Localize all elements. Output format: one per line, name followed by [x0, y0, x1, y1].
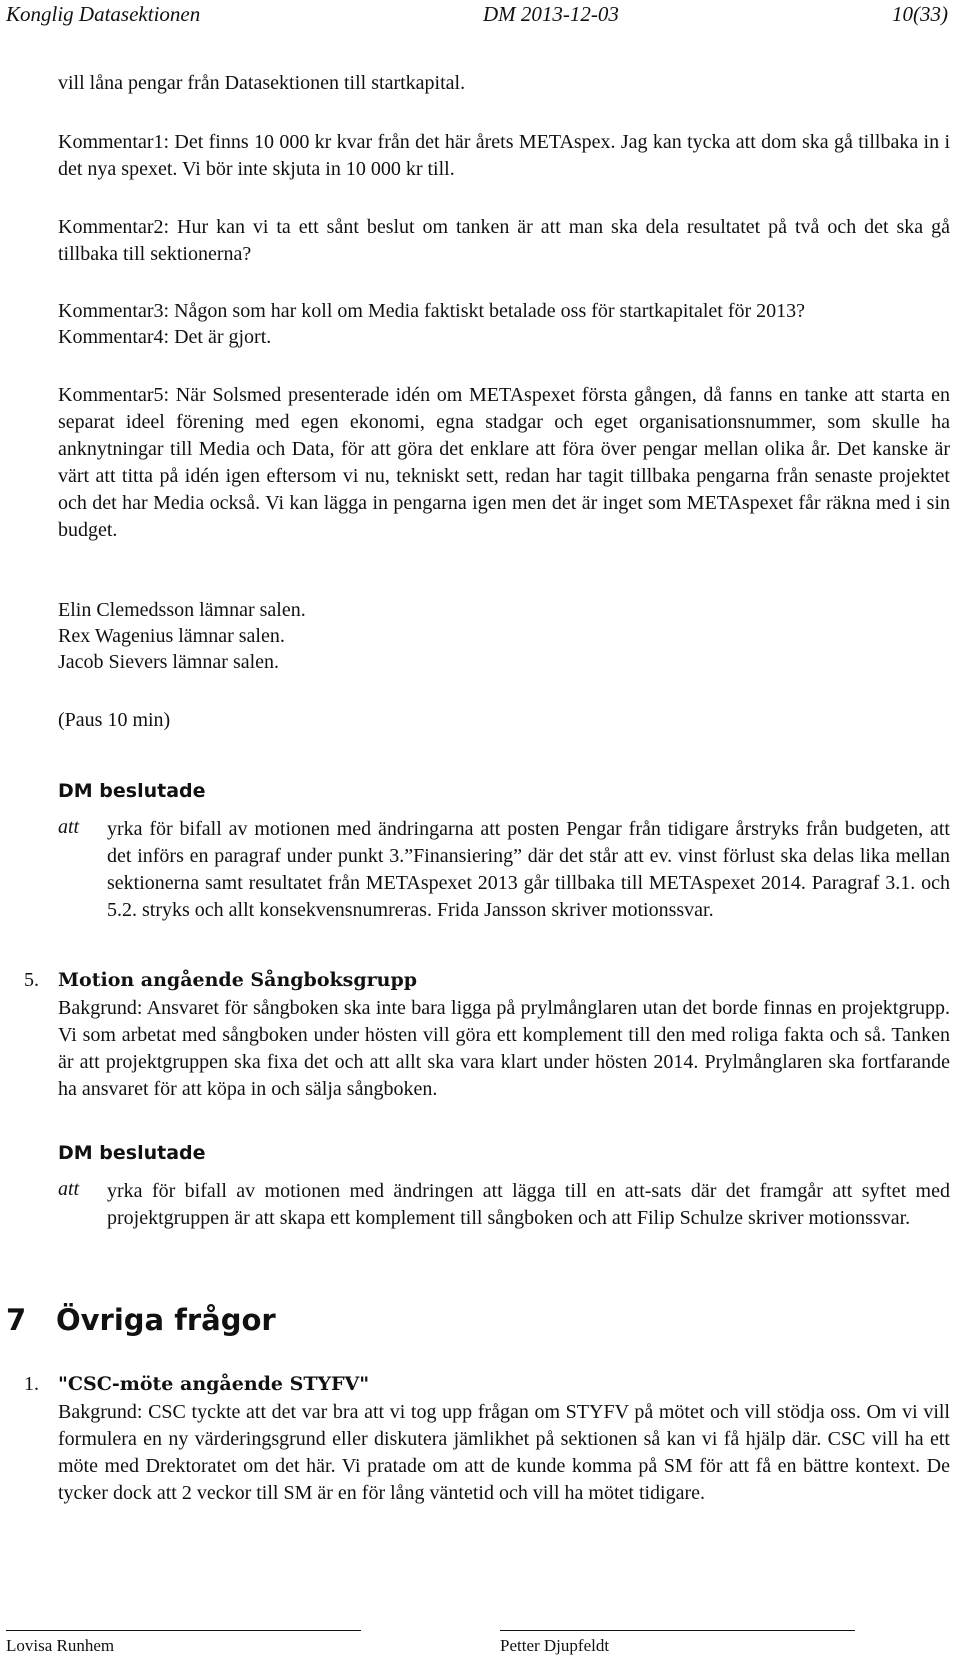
- paragraph-kommentar5: Kommentar5: När Solsmed presenterade idén om METAspexet första gången, då fanns en tanke att starta en separat ideel förening med egen ekonomi, egna stadgar och eget organisationsnummer, som skulle ha anknytningar till Media och Data, för att göra det enklare att föra över pengar mellan olika år. Det kanske är värt att titta på idén igen eftersom vi nu, tekniskt sett, redan har tagit tillbaka pengarna från senaste projektet och det har Media också. Vi kan lägga in pengarna igen men det är inget som METAspexet får räkna med i sin budget.: [58, 384, 950, 541]
- signature-name-left: Lovisa Runhem: [6, 1636, 115, 1655]
- signature-line-right: [500, 1630, 855, 1631]
- header-page-number: 10(33): [892, 2, 948, 26]
- decision-heading-2: DM beslutade: [58, 1142, 206, 1164]
- paragraph-kommentar2: Kommentar2: Hur kan vi ta ett sånt beslut om tanken är att man ska dela resultatet på två och det ska gå tillbaka till sektionerna?: [58, 216, 950, 265]
- header-organization: Konglig Datasektionen: [6, 2, 201, 26]
- signature-name-right: Petter Djupfeldt: [500, 1636, 610, 1655]
- section-title: Övriga frågor: [56, 1303, 276, 1337]
- section-number: 7: [6, 1303, 27, 1337]
- item-title: "CSC-möte angående STYFV": [58, 1373, 370, 1395]
- decision-text-2: yrka för bifall av motionen med ändringen att lägga till en att-sats där det framgår att syftet med projektgruppen är att skapa ett komplement till sångboken och att Filip Schulze skriver motionssvar.: [107, 1180, 950, 1229]
- motion-number: 5.: [24, 969, 39, 991]
- paragraph-kommentar3: Kommentar3: Någon som har koll om Media faktiskt betalade oss för startkapitalet för 2013?: [58, 300, 806, 322]
- motion-background: Bakgrund: Ansvaret för sångboken ska inte bara ligga på prylmånglaren utan det borde finnas en projektgrupp. Vi som arbetat med sångboken under hösten vill göra ett komplement till den med roliga fakta och så. Tanken är att projektgruppen ska fixa det och att allt ska vara klart under hösten 2014. Prylmånglaren ska fortfarande ha ansvaret för att köpa in och sälja sångboken.: [58, 997, 950, 1100]
- section-heading: [6, 1303, 276, 1337]
- paragraph-kommentar4: Kommentar4: Det är gjort.: [58, 326, 272, 348]
- signature-line-left: [6, 1630, 361, 1631]
- decision-heading-1: DM beslutade: [58, 780, 206, 802]
- header-meeting-date: DM 2013-12-03: [483, 2, 619, 26]
- decision-keyword-1: att: [58, 816, 80, 838]
- leave-note-2: Rex Wagenius lämnar salen.: [58, 625, 285, 647]
- item-number: 1.: [24, 1373, 39, 1395]
- decision-text-1: yrka för bifall av motionen med ändringarna att posten Pengar från tidigare årstryks från budgeten, att det införs en paragraf under punkt 3.”Finansiering” där det står att ev. vinst förlust ska delas lika mellan sektionerna samt resultatet från METAspexet 2013 går tillbaka till METAspexet 2014. Paragraf 3.1. och 5.2. stryks och allt konsekvensnumreras. Frida Jansson skriver motionssvar.: [107, 818, 950, 921]
- page-header: [0, 2, 960, 32]
- decision-keyword-2: att: [58, 1178, 80, 1200]
- pause-note: (Paus 10 min): [58, 709, 171, 731]
- leave-note-3: Jacob Sievers lämnar salen.: [58, 651, 280, 673]
- motion-title: Motion angående Sångboksgrupp: [58, 969, 418, 991]
- paragraph-startkapital: vill låna pengar från Datasektionen till startkapital.: [58, 72, 466, 94]
- leave-note-1: Elin Clemedsson lämnar salen.: [58, 599, 306, 621]
- item-background: Bakgrund: CSC tyckte att det var bra att vi tog upp frågan om STYFV på mötet och vill stödja oss. Om vi vill formulera en ny värderingsgrund eller diskutera jämlikhet på sektionen så kan vi få hjälp där. CSC vill ha ett möte med Drektoratet om det här. Vi pratade om att de kunde komma på SM för att få en bättre kontext. De tycker dock att 2 veckor till SM är en för lång väntetid och vill ha mötet tidigare.: [58, 1401, 950, 1504]
- paragraph-kommentar1: Kommentar1: Det finns 10 000 kr kvar från det här årets METAspex. Jag kan tycka att dom ska gå tillbaka in i det nya spexet. Vi bör inte skjuta in 10 000 kr till.: [58, 131, 950, 180]
